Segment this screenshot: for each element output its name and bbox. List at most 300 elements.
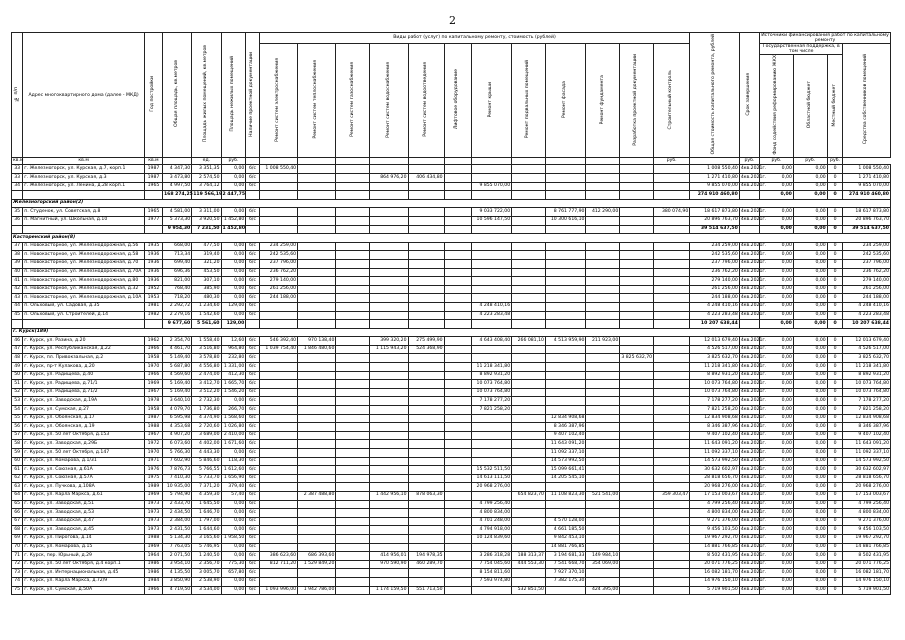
fin-cell: 0,00 xyxy=(793,509,827,518)
table-row xyxy=(12,397,891,406)
fin-cell: 0 xyxy=(827,345,843,354)
work-cell xyxy=(370,191,408,200)
work-cell xyxy=(336,268,370,277)
work-cell: 7 821 258,20 xyxy=(471,406,512,415)
area-total-cell: 5 373,30 xyxy=(162,216,191,225)
work-cell: 4 248 410,16 xyxy=(471,302,512,311)
work-cell xyxy=(620,457,654,466)
work-cell xyxy=(298,311,336,320)
work-cell xyxy=(259,216,297,225)
work-cell: 234 259,00 xyxy=(259,242,297,251)
fin-cell: 0,00 xyxy=(760,526,794,535)
unit-cell xyxy=(586,158,620,165)
work-cell: 4 643 408,40 xyxy=(471,337,512,346)
fin-cell: 0,00 xyxy=(760,517,794,526)
n-cell: 67 xyxy=(12,517,23,526)
area-total-cell: 5 149,40 xyxy=(162,354,191,363)
fin-cell: 0,00 xyxy=(760,302,794,311)
n-cell: 51 xyxy=(12,380,23,389)
work-cell xyxy=(408,534,444,543)
fin-cell: 0,00 xyxy=(793,242,827,251)
fin-cell: 7 178 277,20 xyxy=(843,397,891,406)
subtotal-row xyxy=(12,320,891,329)
area-living-cell: 1 797,00 xyxy=(192,517,221,526)
fin-cell: 0 xyxy=(827,569,843,578)
work-cell xyxy=(471,165,512,174)
work-cell xyxy=(586,517,620,526)
work-cell xyxy=(370,483,408,492)
fin-cell: 0,00 xyxy=(760,560,794,569)
work-cell xyxy=(586,388,620,397)
area-living-cell: 2 732,30 xyxy=(192,397,221,406)
year-cell: 1936 xyxy=(144,251,162,260)
work-cell xyxy=(471,285,512,294)
proj-cell: б/с xyxy=(246,388,260,397)
work-cell xyxy=(545,302,586,311)
work-cell xyxy=(620,500,654,509)
work-cell xyxy=(408,431,444,440)
fin-cell: 0,00 xyxy=(760,311,794,320)
subtotal-row xyxy=(12,191,891,200)
work-cell xyxy=(408,474,444,483)
work-cell xyxy=(471,259,512,268)
work-cell: 237 796,00 xyxy=(259,259,297,268)
work-cell xyxy=(512,225,546,234)
work-cell xyxy=(471,491,512,500)
fin-cell: 5 719 901,50 xyxy=(843,586,891,595)
fin-cell: 1 271 410,80 xyxy=(843,174,891,183)
area-total-cell: 2 384,00 xyxy=(162,517,191,526)
fin-cell: 0,00 xyxy=(793,191,827,200)
work-cell xyxy=(408,457,444,466)
year-cell: 1975 xyxy=(144,474,162,483)
area-total-cell: 2 434,50 xyxy=(162,509,191,518)
work-cell: 279 140,00 xyxy=(259,277,297,286)
table-row xyxy=(12,552,891,561)
fin-cell: 11 218 341,80 xyxy=(843,363,891,372)
work-cell xyxy=(444,225,471,234)
cost-total-cell: 4 799 256,40 xyxy=(690,500,740,509)
fin-cell: 0,00 xyxy=(760,165,794,174)
address-cell: г. Курск, ул. Комарова, д.15 xyxy=(23,543,145,552)
work-cell xyxy=(336,354,370,363)
work-cell xyxy=(512,259,546,268)
work-cell xyxy=(654,449,690,458)
fin-cell: 0,00 xyxy=(760,569,794,578)
work-cell: 444 553,30 xyxy=(512,560,546,569)
work-cell xyxy=(512,577,546,586)
proj-cell: б/с xyxy=(246,517,260,526)
work-cell xyxy=(298,388,336,397)
area-nonres-cell: 0,00 xyxy=(221,242,246,251)
address-cell: г. Курск, ул. Интернациональная, д.45 xyxy=(23,569,145,578)
address-cell: г. Курск, ул. Республиканская, д.22 xyxy=(23,345,145,354)
area-living-cell: 2 474,00 xyxy=(192,371,221,380)
deadline-cell: 4кв.2021г. xyxy=(739,259,759,268)
work-cell xyxy=(408,165,444,174)
work-cell xyxy=(654,371,690,380)
work-cell: 359 303,47 xyxy=(654,491,690,500)
area-living-cell: 5 561,60 xyxy=(192,320,221,329)
work-cell xyxy=(298,474,336,483)
proj-cell: б/с xyxy=(246,268,260,277)
work-cell xyxy=(298,165,336,174)
work-cell xyxy=(512,320,546,329)
work-cell xyxy=(408,182,444,191)
fin-cell: 0,00 xyxy=(760,500,794,509)
area-living-cell: 2 720,60 xyxy=(192,423,221,432)
fin-cell: 0,00 xyxy=(793,534,827,543)
work-cell xyxy=(471,174,512,183)
area-total-cell: 4 569,60 xyxy=(162,371,191,380)
proj-cell: б/с xyxy=(246,242,260,251)
deadline-cell: 4кв.2021г. xyxy=(739,543,759,552)
fin-cell: 236 762,20 xyxy=(843,268,891,277)
fin-cell: 0 xyxy=(827,182,843,191)
n-cell xyxy=(12,320,23,329)
work-cell xyxy=(408,354,444,363)
work-cell xyxy=(586,423,620,432)
work-cell xyxy=(336,414,370,423)
proj-cell: б/с xyxy=(246,397,260,406)
work-cell xyxy=(586,216,620,225)
fin-cell: 0,00 xyxy=(760,414,794,423)
cost-total-cell: 28 818 656,70 xyxy=(690,474,740,483)
cost-total-cell: 19 967 292,70 xyxy=(690,534,740,543)
work-cell xyxy=(408,569,444,578)
proj-cell xyxy=(246,320,260,329)
work-cell xyxy=(298,251,336,260)
address-cell: г. Курск, ул. Пирогова, д.14 xyxy=(23,534,145,543)
fin-cell: 0,00 xyxy=(793,311,827,320)
work-cell xyxy=(512,251,546,260)
fin-cell: 0,00 xyxy=(793,526,827,535)
fin-cell: 0,00 xyxy=(760,285,794,294)
work-cell xyxy=(336,500,370,509)
area-total-cell: 9 954,30 xyxy=(162,225,191,234)
work-cell xyxy=(654,577,690,586)
area-nonres-cell: 1 665,70 xyxy=(221,380,246,389)
fin-cell: 0,00 xyxy=(793,569,827,578)
work-cell: 4 513 959,90 xyxy=(545,337,586,346)
address-cell: г. Курск, ул. 50 лет Октября, д.153 xyxy=(23,431,145,440)
work-cell xyxy=(620,483,654,492)
cost-total-cell: 9 855 070,00 xyxy=(690,182,740,191)
work-cell xyxy=(654,191,690,200)
area-living-cell: 3 516,80 xyxy=(192,345,221,354)
work-cell xyxy=(444,423,471,432)
col-header-area-nonres: Площадь нежилых помещений xyxy=(221,33,246,158)
year-cell: 1967 xyxy=(144,431,162,440)
fin-cell: 7 821 258,20 xyxy=(843,406,891,415)
fin-cell: 14 881 766,85 xyxy=(843,543,891,552)
year-cell: 1987 xyxy=(144,174,162,183)
work-cell xyxy=(298,182,336,191)
work-cell xyxy=(408,406,444,415)
work-cell xyxy=(586,311,620,320)
deadline-cell: 4кв.2021г. xyxy=(739,457,759,466)
work-cell xyxy=(654,466,690,475)
fin-cell: 0,00 xyxy=(793,182,827,191)
deadline-cell: 4кв.2021г. xyxy=(739,509,759,518)
col-header-work-5: Лифтовое оборудование xyxy=(444,44,471,158)
unit-cell xyxy=(444,158,471,165)
work-cell xyxy=(512,457,546,466)
table-row xyxy=(12,500,891,509)
work-cell: 1 008 550,40 xyxy=(259,165,297,174)
proj-cell: б/с xyxy=(246,552,260,561)
work-cell xyxy=(444,526,471,535)
work-cell xyxy=(444,543,471,552)
fin-cell: 0 xyxy=(827,586,843,595)
area-living-cell: 4 359,30 xyxy=(192,491,221,500)
deadline-cell: 4кв.2021г. xyxy=(739,526,759,535)
work-cell xyxy=(370,449,408,458)
work-cell xyxy=(408,208,444,217)
work-cell xyxy=(512,500,546,509)
work-cell xyxy=(370,440,408,449)
work-cell xyxy=(259,509,297,518)
work-cell xyxy=(654,268,690,277)
area-total-cell: 10 935,00 xyxy=(162,483,191,492)
cost-total-cell: 18 617 873,80 xyxy=(690,208,740,217)
work-cell: 654 823,70 xyxy=(512,491,546,500)
work-cell xyxy=(370,380,408,389)
unit-cell xyxy=(259,158,297,165)
work-cell: 242 535,60 xyxy=(259,251,297,260)
area-living-cell: 3 920,50 xyxy=(192,216,221,225)
work-cell xyxy=(444,440,471,449)
fin-cell: 0 xyxy=(827,216,843,225)
work-cell xyxy=(444,569,471,578)
work-cell xyxy=(408,500,444,509)
work-cell xyxy=(336,182,370,191)
work-cell: 1 846 480,60 xyxy=(298,345,336,354)
work-cell xyxy=(336,388,370,397)
address-cell: п. Новокасторное, ул. Железнодорожная, д.56 xyxy=(23,242,145,251)
work-cell xyxy=(444,577,471,586)
work-cell xyxy=(298,406,336,415)
work-cell xyxy=(512,182,546,191)
year-cell: 1984 xyxy=(144,577,162,586)
work-cell xyxy=(336,474,370,483)
fin-cell: 0 xyxy=(827,457,843,466)
table-row xyxy=(12,466,891,475)
work-cell xyxy=(408,225,444,234)
table-row xyxy=(12,534,891,543)
table-row xyxy=(12,337,891,346)
work-cell xyxy=(298,285,336,294)
year-cell: 1936 xyxy=(144,259,162,268)
work-cell xyxy=(620,431,654,440)
table-row xyxy=(12,517,891,526)
fin-cell: 18 617 873,80 xyxy=(843,208,891,217)
area-nonres-cell: 0,00 xyxy=(221,277,246,286)
n-cell: 55 xyxy=(12,414,23,423)
fin-cell: 0,00 xyxy=(793,406,827,415)
work-cell xyxy=(512,302,546,311)
work-cell xyxy=(408,371,444,380)
work-cell: 4 799 256,40 xyxy=(471,500,512,509)
fin-cell: 20 071 776,25 xyxy=(843,560,891,569)
work-cell xyxy=(620,388,654,397)
fin-cell: 0 xyxy=(827,526,843,535)
work-cell xyxy=(444,174,471,183)
n-cell: 53 xyxy=(12,397,23,406)
address-cell: г. Курск, ул. Радищева, д.40 xyxy=(23,371,145,380)
fin-cell: 0,00 xyxy=(760,174,794,183)
fin-cell: 0,00 xyxy=(760,354,794,363)
work-cell xyxy=(370,414,408,423)
fin-cell: 0,00 xyxy=(760,423,794,432)
cost-total-cell: 236 762,20 xyxy=(690,268,740,277)
work-cell xyxy=(259,526,297,535)
deadline-cell: 4кв.2021г. xyxy=(739,577,759,586)
unit-cell xyxy=(620,158,654,165)
work-cell xyxy=(654,380,690,389)
work-cell xyxy=(512,526,546,535)
cost-total-cell: 237 796,00 xyxy=(690,259,740,268)
work-cell xyxy=(336,483,370,492)
year-cell: 1988 xyxy=(144,534,162,543)
work-cell xyxy=(471,440,512,449)
fin-cell: 0 xyxy=(827,294,843,303)
proj-cell: б/с xyxy=(246,259,260,268)
work-cell xyxy=(370,320,408,329)
col-header-work-2: Ремонт систем газоснабжения xyxy=(336,44,370,158)
fin-cell: 14 573 992,50 xyxy=(843,457,891,466)
work-cell xyxy=(471,586,512,595)
n-cell: 39 xyxy=(12,259,23,268)
cost-total-cell: 10 207 638,44 xyxy=(690,320,740,329)
work-cell xyxy=(336,560,370,569)
area-total-cell: 2 354,70 xyxy=(162,337,191,346)
work-cell xyxy=(408,466,444,475)
fin-cell: 39 514 637,50 xyxy=(843,225,891,234)
fin-cell: 0,00 xyxy=(760,388,794,397)
work-cell xyxy=(259,182,297,191)
fin-cell: 0 xyxy=(827,440,843,449)
address-cell: г. Курск, ул. Комарова, д.1/31 xyxy=(23,457,145,466)
address-cell: г. Курск, пл. Привокзальная, д.2 xyxy=(23,354,145,363)
fin-cell: 8 346 387,96 xyxy=(843,423,891,432)
fin-cell: 244 188,00 xyxy=(843,294,891,303)
area-living-cell: 5 733,70 xyxy=(192,474,221,483)
work-cell xyxy=(471,191,512,200)
work-cell xyxy=(586,302,620,311)
year-cell: 1969 xyxy=(144,491,162,500)
work-cell: 188 313,37 xyxy=(512,552,546,561)
area-total-cell: 2 071,50 xyxy=(162,552,191,561)
work-cell xyxy=(586,182,620,191)
proj-cell: б/с xyxy=(246,586,260,595)
work-cell xyxy=(370,371,408,380)
work-cell xyxy=(259,440,297,449)
fin-cell: 0,00 xyxy=(760,242,794,251)
work-cell xyxy=(444,259,471,268)
work-cell xyxy=(370,534,408,543)
area-total-cell: 3 850,90 xyxy=(162,577,191,586)
deadline-cell: 4кв.2021г. xyxy=(739,586,759,595)
work-cell xyxy=(336,569,370,578)
work-cell xyxy=(545,380,586,389)
deadline-cell: 4кв.2021г. xyxy=(739,268,759,277)
area-nonres-cell: 0,00 xyxy=(221,311,246,320)
work-cell xyxy=(370,208,408,217)
work-cell xyxy=(620,534,654,543)
work-cell: 1 115 943,20 xyxy=(370,345,408,354)
deadline-cell: 4кв.2021г. xyxy=(739,182,759,191)
work-cell xyxy=(444,449,471,458)
fin-cell: 0,00 xyxy=(793,500,827,509)
work-cell xyxy=(370,277,408,286)
col-header-work-9: Ремонт фундамента xyxy=(586,44,620,158)
fin-cell: 0,00 xyxy=(793,259,827,268)
work-cell xyxy=(444,466,471,475)
n-cell: 66 xyxy=(12,509,23,518)
cost-total-cell: 9 407 102,40 xyxy=(690,431,740,440)
fin-cell: 11 092 337,10 xyxy=(843,449,891,458)
unit-cell xyxy=(512,158,546,165)
area-nonres-cell: 1 452,80 xyxy=(221,216,246,225)
work-cell xyxy=(654,440,690,449)
work-cell xyxy=(370,406,408,415)
work-cell xyxy=(620,311,654,320)
n-cell: 44 xyxy=(12,302,23,311)
work-cell xyxy=(586,483,620,492)
fin-cell: 0,00 xyxy=(760,371,794,380)
work-cell xyxy=(620,466,654,475)
work-cell: 970 590,90 xyxy=(370,560,408,569)
work-cell: 8 154 811,60 xyxy=(471,569,512,578)
area-nonres-cell: 775,30 xyxy=(221,560,246,569)
work-cell: 10 073 764,80 xyxy=(471,388,512,397)
fin-cell: 0 xyxy=(827,397,843,406)
work-cell xyxy=(545,500,586,509)
area-nonres-cell: 0,00 xyxy=(221,182,246,191)
work-cell xyxy=(586,363,620,372)
area-total-cell: 821,00 xyxy=(162,277,191,286)
address-cell: п. Ольховый, ул. Садовая, д.35 xyxy=(23,302,145,311)
area-living-cell: 3 689,00 xyxy=(192,431,221,440)
work-cell xyxy=(370,354,408,363)
table-row xyxy=(12,208,891,217)
work-cell: 15 532 511,50 xyxy=(471,466,512,475)
work-cell xyxy=(298,414,336,423)
fin-cell: 0 xyxy=(827,259,843,268)
fin-cell: 9 271 376,00 xyxy=(843,517,891,526)
work-cell xyxy=(620,259,654,268)
area-nonres-cell: 2 410,00 xyxy=(221,431,246,440)
unit-cell: руб. xyxy=(221,158,246,165)
work-cell xyxy=(512,345,546,354)
work-cell: 551 713,50 xyxy=(408,586,444,595)
cost-total-cell: 7 821 258,20 xyxy=(690,406,740,415)
work-cell xyxy=(408,483,444,492)
area-living-cell: 319,40 xyxy=(192,251,221,260)
fin-cell: 0,00 xyxy=(793,414,827,423)
area-total-cell: 4 135,50 xyxy=(162,569,191,578)
unit-cell: ед. xyxy=(192,158,221,165)
work-cell xyxy=(408,259,444,268)
work-cell xyxy=(444,277,471,286)
table-row xyxy=(12,268,891,277)
work-cell: 686 393,60 xyxy=(298,552,336,561)
fin-cell: 0,00 xyxy=(760,483,794,492)
work-cell xyxy=(586,466,620,475)
work-cell: 4 661 185,50 xyxy=(545,526,586,535)
work-cell xyxy=(408,268,444,277)
